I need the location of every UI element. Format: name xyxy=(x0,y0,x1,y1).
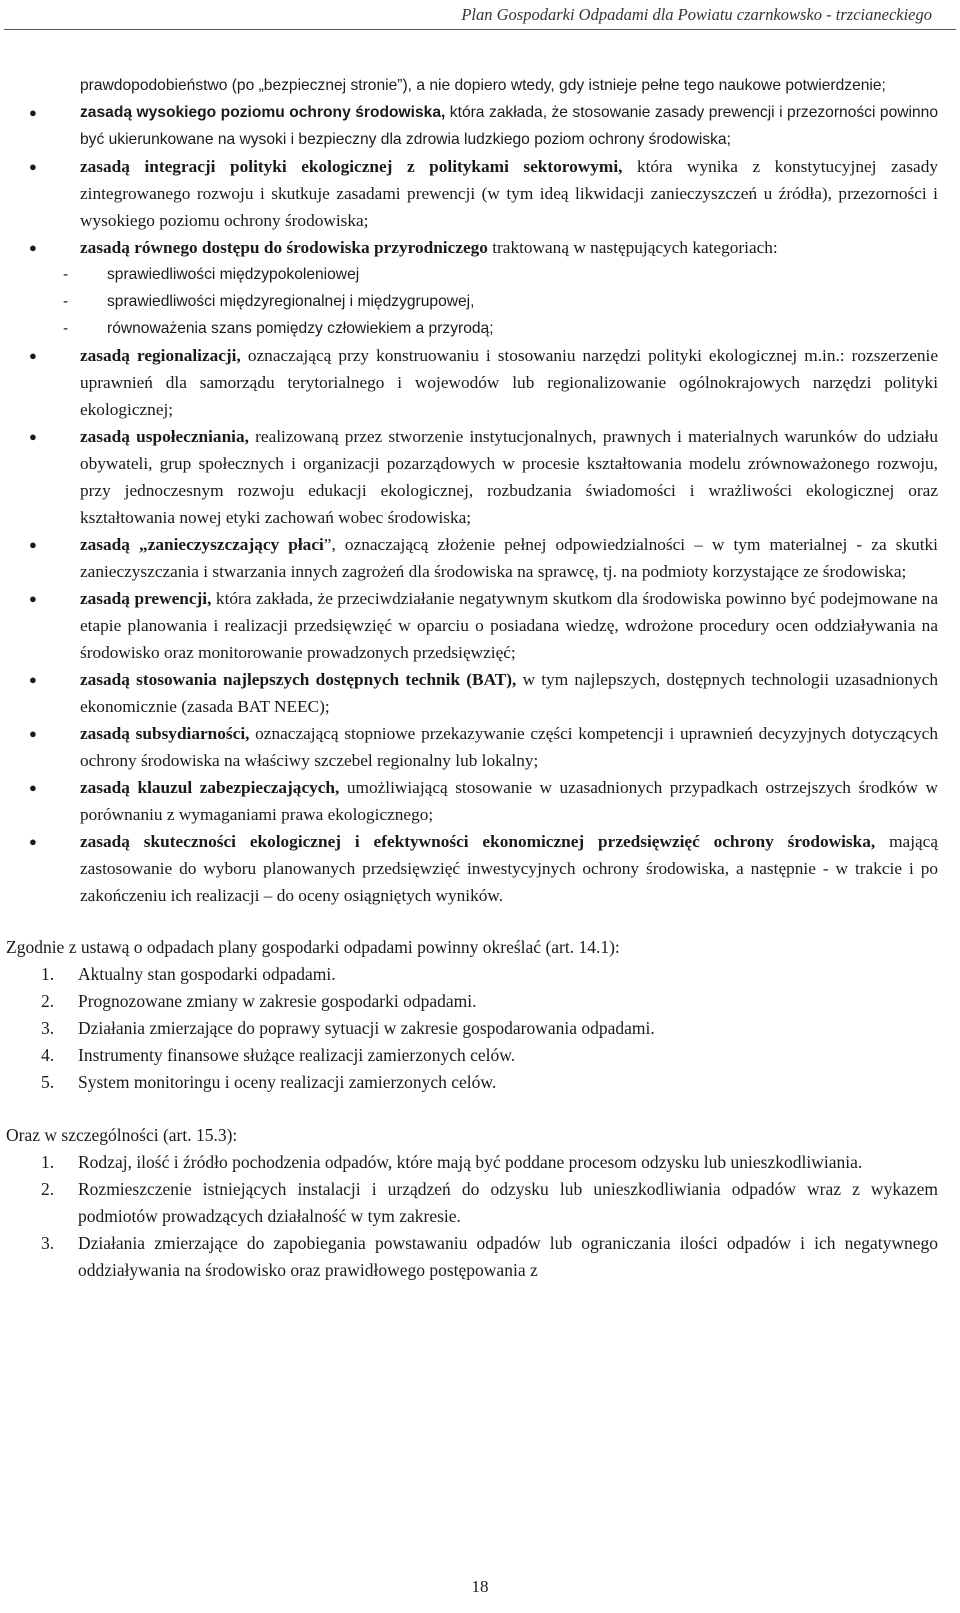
principle-text: oznaczającą stopniowe przekazywanie części kompetencji i uprawnień decyzyjnych dotyczących ochrony środowiska na właściwy szczebel regionalny lub lokalny; xyxy=(80,724,938,770)
principle-name: zasadą stosowania najlepszych dostępnych technik (BAT), xyxy=(80,670,517,689)
item-number: 1. xyxy=(41,1152,55,1172)
principle-name: zasadą subsydiarności, xyxy=(80,724,250,743)
principle-item xyxy=(29,774,939,828)
numbered-item xyxy=(41,1069,938,1096)
item-text: Rodzaj, ilość i źródło pochodzenia odpadów, które mają być poddane procesom odzysku lub unieszkodliwiania. xyxy=(78,1152,863,1172)
page-number: 18 xyxy=(471,1577,489,1596)
sub-list-text: sprawiedliwości międzypokoleniowej xyxy=(107,266,360,283)
dash-marker: - xyxy=(63,266,69,283)
principle-text: umożliwiającą stosowanie w uzasadnionych przypadkach ostrzejszych środków w porównaniu z wymaganiami prawa ekologicznego; xyxy=(80,778,939,824)
bullet-icon: ● xyxy=(29,672,37,687)
section-heading: Zgodnie z ustawą o odpadach plany gospodarki odpadami powinny określać (art. 14.1): xyxy=(6,937,620,957)
bullet-icon: ● xyxy=(29,105,37,120)
item-number: 2. xyxy=(41,1179,55,1199)
item-text: Działania zmierzające do zapobiegania powstawaniu odpadów lub ograniczania ilości odpadów i ich negatywnego oddziaływania na środowisko oraz prawidłowego postępowania z xyxy=(78,1233,938,1280)
principle-item xyxy=(29,423,939,531)
principle-name: zasadą prewencji, xyxy=(80,589,212,608)
item-text: Aktualny stan gospodarki odpadami. xyxy=(78,964,336,984)
numbered-item xyxy=(41,1015,938,1042)
principle-text: realizowaną przez stworzenie instytucjonalnych, prawnych i materialnych warunków do udziału obywateli, grup społecznych i organizacji pozarządowych w procesie kształtowania modelu zrównoważonego rozwoju, przy jednoczesnym rozwoju edukacji ekologicznej, rozbudzania świadomości i wrażliwości ekologicznej oraz kształtowania nowej etyki zachowań wobec środowiska; xyxy=(80,427,939,527)
item-text: Prognozowane zmiany w zakresie gospodarki odpadami. xyxy=(78,991,477,1011)
header-rule xyxy=(4,29,956,30)
numbered-item xyxy=(41,1042,938,1069)
bullet-icon: ● xyxy=(29,726,37,741)
dash-marker: - xyxy=(63,293,69,310)
bullet-icon: ● xyxy=(29,780,37,795)
principle-text: oznaczającą przy konstruowaniu i stosowaniu narzędzi polityki ekologicznej m.in.: rozszerzenie uprawnień dla samorządu terytorialnego i wojewodów lub regionalizowanie ogólnokrajowych narzędzi polityki ekologicznej; xyxy=(80,346,938,419)
bullet-icon: ● xyxy=(29,591,37,606)
bullet-icon: ● xyxy=(29,537,37,552)
dash-marker: - xyxy=(63,320,69,337)
principle-text: która wynika z konstytucyjnej zasady zintegrowanego rozwoju i skutkuje zasadami prewencji (w tym ideą likwidacji zanieczyszczeń u źródła), przezorności i wysokiego poziomu ochrony środowiska; xyxy=(80,157,938,230)
principle-text: która zakłada, że stosowanie zasady prewencji i przezorności powinno być ukierunkowane na wysoki i bezpieczny dla zdrowia ludzkiego poziom ochrony środowiska; xyxy=(80,104,938,148)
principle-item xyxy=(29,234,938,261)
principle-item xyxy=(29,99,938,153)
item-text: Instrumenty finansowe służące realizacji zamierzonych celów. xyxy=(78,1045,516,1065)
principle-text: traktowaną w następujących kategoriach: xyxy=(487,238,778,257)
sub-list-item xyxy=(63,288,960,315)
item-number: 2. xyxy=(41,991,55,1011)
sub-list-item xyxy=(63,315,960,342)
principle-name: zasadą wysokiego poziomu ochrony środowiska, xyxy=(80,104,446,121)
principle-text: ”, oznaczającą złożenie pełnej odpowiedzialności – w tym materialnej - za skutki zanieczyszczania i stwarzania innych zagrożeń dla środowiska na sprawcę, tj. na podmioty korzystające ze środowiska; xyxy=(80,535,938,581)
item-text: Rozmieszczenie istniejących instalacji i urządzeń do odzysku lub unieszkodliwiania odpadów wraz z wykazem podmiotów prowadzących działalność w tym zakresie. xyxy=(78,1179,938,1226)
bullet-icon: ● xyxy=(29,348,37,363)
bullet-icon: ● xyxy=(29,240,37,255)
bullet-icon: ● xyxy=(29,834,37,849)
principle-item xyxy=(29,153,938,234)
principle-name: zasadą „zanieczyszczający płaci xyxy=(80,535,324,554)
page-body xyxy=(0,72,960,1284)
principle-item xyxy=(29,585,938,666)
item-number: 3. xyxy=(41,1018,55,1038)
sub-list-text: sprawiedliwości międzyregionalnej i międzygrupowej, xyxy=(107,293,475,310)
header-title: Plan Gospodarki Odpadami dla Powiatu czarnkowsko - trzcianeckiego xyxy=(461,5,932,24)
item-text: Działania zmierzające do poprawy sytuacji w zakresie gospodarowania odpadami. xyxy=(78,1018,655,1038)
numbered-item xyxy=(41,1176,938,1230)
item-number: 5. xyxy=(41,1072,55,1092)
principle-item xyxy=(29,828,939,909)
principle-name: zasadą regionalizacji, xyxy=(80,346,241,365)
item-number: 4. xyxy=(41,1045,55,1065)
numbered-item xyxy=(41,988,938,1015)
principle-item xyxy=(29,342,938,423)
principle-name: zasadą uspołeczniania, xyxy=(80,427,249,446)
principle-text: mającą zastosowanie do wyboru planowanych przedsięwzięć inwestycyjnych ochrony środowiska, a następnie - w trakcie i po zakończeniu ich realizacji – do oceny osiągniętych wyników. xyxy=(80,832,939,905)
principle-name: zasadą integracji polityki ekologicznej z politykami sektorowymi, xyxy=(80,157,623,176)
principle-name: zasadą klauzul zabezpieczających, xyxy=(80,778,340,797)
item-number: 1. xyxy=(41,964,55,984)
numbered-item xyxy=(41,961,938,988)
page-header xyxy=(0,3,960,29)
bullet-icon: ● xyxy=(29,429,37,444)
principle-item xyxy=(29,720,938,774)
principle-name: zasadą skuteczności ekologicznej i efektywności ekonomicznej przedsięwzięć ochrony środowiska, xyxy=(80,832,876,851)
sub-list-text: równoważenia szans pomiędzy człowiekiem a przyrodą; xyxy=(107,320,494,337)
section-heading: Oraz w szczególności (art. 15.3): xyxy=(6,1125,238,1145)
item-number: 3. xyxy=(41,1233,55,1253)
continuation-paragraph: prawdopodobieństwo (po „bezpiecznej stronie”), a nie dopiero wtedy, gdy istnieje pełne tego naukowe potwierdzenie; xyxy=(80,77,886,94)
principle-item xyxy=(29,666,938,720)
numbered-item xyxy=(41,1149,938,1176)
numbered-item xyxy=(41,1230,938,1284)
principle-name: zasadą równego dostępu do środowiska przyrodniczego xyxy=(80,238,488,257)
sub-list-item xyxy=(63,261,960,288)
bullet-icon: ● xyxy=(29,159,37,174)
item-text: System monitoringu i oceny realizacji zamierzonych celów. xyxy=(78,1072,497,1092)
principle-text: która zakłada, że przeciwdziałanie negatywnym skutkom dla środowiska powinno być podejmowane na etapie planowania i realizacji przedsięwzięć w oparciu o posiadana wiedzę, wdrożone procedury ocen oddziaływania na środowisko oraz monitorowanie prowadzonych przedsięwzięć; xyxy=(80,589,938,662)
principle-item xyxy=(29,531,938,585)
principle-text: w tym najlepszych, dostępnych technologii uzasadnionych ekonomicznie (zasada BAT NEEC); xyxy=(80,670,938,716)
